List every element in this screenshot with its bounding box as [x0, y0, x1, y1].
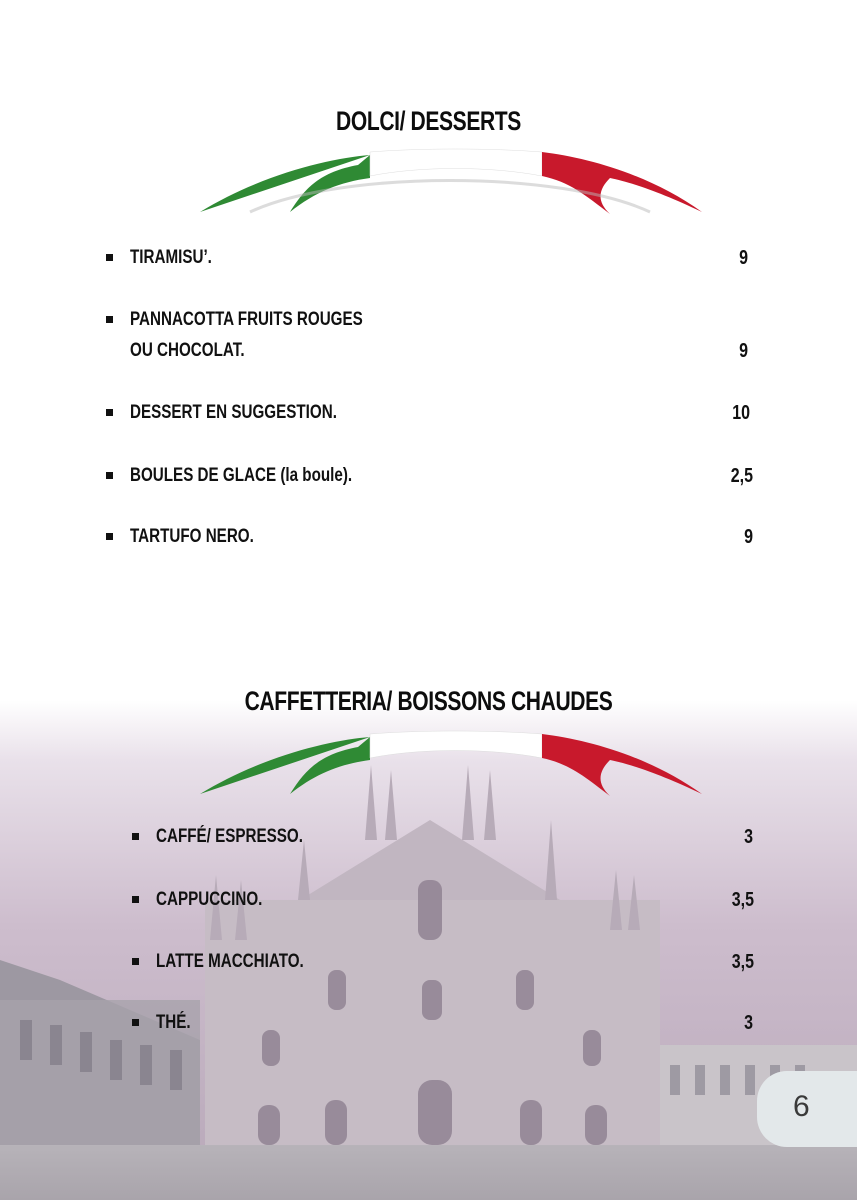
menu-item-price: 10: [732, 402, 750, 424]
menu-item-name-line2: OU CHOCOLAT.: [130, 340, 245, 361]
bullet-icon: [132, 958, 139, 965]
bullet-icon: [106, 316, 113, 323]
menu-item-price: 9: [739, 247, 748, 269]
menu-item-name: DESSERT EN SUGGESTION.: [130, 402, 337, 423]
menu-item-name: TIRAMISU’.: [130, 247, 212, 268]
menu-item-name: THÉ.: [156, 1012, 191, 1033]
menu-item-price: 9: [744, 526, 753, 548]
bullet-icon: [106, 472, 113, 479]
bullet-icon: [106, 533, 113, 540]
menu-item-price: 3: [744, 1012, 753, 1034]
bullet-icon: [132, 833, 139, 840]
menu-item-price: 3: [744, 826, 753, 848]
bullet-icon: [132, 1019, 139, 1026]
italian-flag-swoosh: [190, 722, 710, 812]
section-title-hot-drinks: CAFFETTERIA/ BOISSONS CHAUDES: [244, 686, 613, 716]
menu-item-price: 3,5: [731, 951, 754, 973]
menu-item-name: BOULES DE GLACE (la boule).: [130, 465, 353, 486]
menu-item-name: PANNACOTTA FRUITS ROUGES: [130, 309, 363, 330]
menu-item-name: TARTUFO NERO.: [130, 526, 254, 547]
page-number: 6: [793, 1090, 810, 1123]
menu-item-price: 3,5: [731, 889, 754, 911]
menu-item-price: 9: [739, 340, 748, 362]
bullet-icon: [132, 896, 139, 903]
bullet-icon: [106, 254, 113, 261]
section-title-desserts: DOLCI/ DESSERTS: [336, 106, 521, 136]
menu-item-price: 2,5: [730, 465, 753, 487]
bullet-icon: [106, 409, 113, 416]
menu-item-name: LATTE MACCHIATO.: [156, 951, 304, 972]
italian-flag-swoosh: [190, 140, 710, 230]
menu-item-name: CAPPUCCINO.: [156, 889, 263, 910]
menu-item-name: CAFFÉ/ ESPRESSO.: [156, 826, 303, 847]
